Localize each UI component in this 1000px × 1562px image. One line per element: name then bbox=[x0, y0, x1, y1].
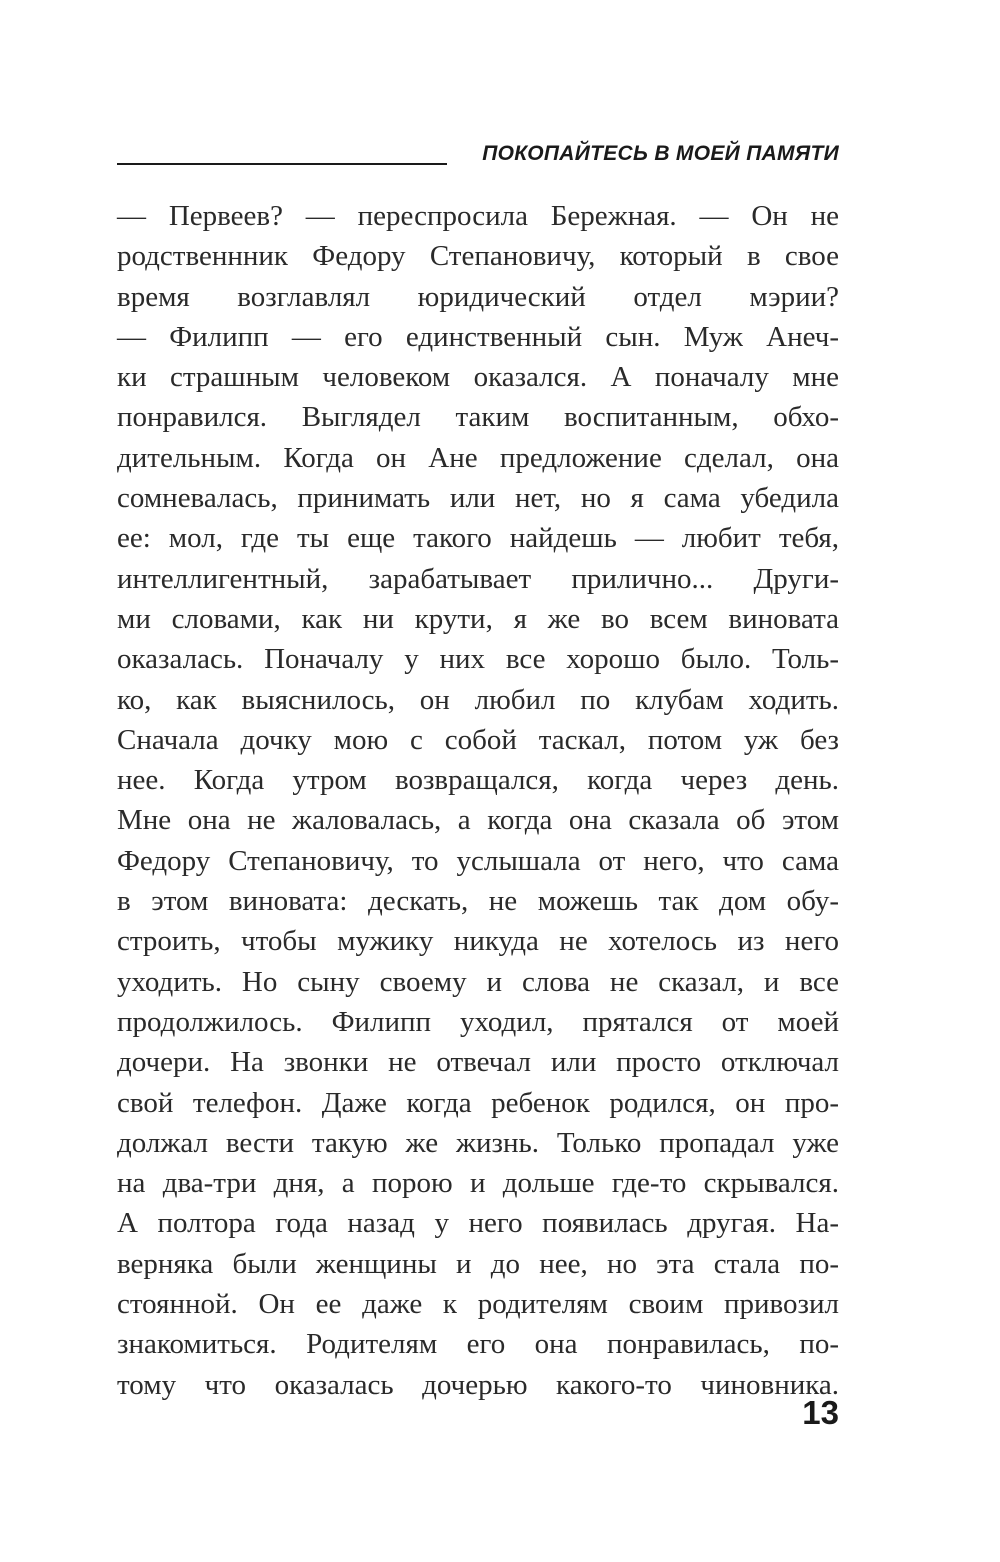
text-line: ми словами, как ни крути, я же во всем виновата bbox=[117, 602, 839, 635]
text-line: верняка были женщины и до нее, но эта стала по- bbox=[117, 1247, 839, 1280]
text-line: Федору Степановичу, то услышала от него, что сама bbox=[117, 844, 839, 877]
text-line: Мне она не жаловалась, а когда она сказала об этом bbox=[117, 804, 839, 837]
text-line: продолжилось. Филипп уходил, прятался от моей bbox=[117, 1005, 839, 1038]
text-line: родственнник Федору Степановичу, который в свое bbox=[117, 240, 839, 273]
text-line: понравился. Выглядел таким воспитанным, обхо- bbox=[117, 401, 839, 434]
text-line: А полтора года назад у него появилась другая. На- bbox=[117, 1207, 839, 1240]
text-line: дочери. На звонки не отвечал или просто отключал bbox=[117, 1046, 839, 1079]
text-line: — Филипп — его единственный сын. Муж Анеч- bbox=[117, 320, 839, 353]
text-line: интеллигентный, зарабатывает прилично... Други- bbox=[117, 562, 839, 595]
text-line: сомневалась, принимать или нет, но я сама убедила bbox=[117, 482, 839, 515]
text-line: нее. Когда утром возвращался, когда через день. bbox=[117, 764, 839, 797]
text-line: на два-три дня, а порою и дольше где-то скрывался. bbox=[117, 1167, 839, 1200]
text-line: в этом виновата: дескать, не можешь так дом обу- bbox=[117, 885, 839, 918]
text-line: ее: мол, где ты еще такого найдешь — любит тебя, bbox=[117, 522, 839, 555]
text-line: стоянной. Он ее даже к родителям своим привозил bbox=[117, 1288, 839, 1321]
running-header bbox=[117, 142, 839, 168]
text-line: Сначала дочку мою с собой таскал, потом уж без bbox=[117, 723, 839, 756]
text-line: уходить. Но сыну своему и слова не сказал, и все bbox=[117, 965, 839, 998]
body-text bbox=[117, 196, 839, 1405]
header-rule bbox=[117, 163, 447, 165]
text-line: свой телефон. Даже когда ребенок родился, он про- bbox=[117, 1086, 839, 1119]
text-line: оказалась. Поначалу у них все хорошо было. Толь- bbox=[117, 643, 839, 676]
text-line: — Первеев? — переспросила Бережная. — Он не bbox=[117, 200, 839, 232]
text-line: тому что оказалась дочерью какого-то чиновника. bbox=[117, 1368, 839, 1401]
text-line: время возглавлял юридический отдел мэрии? bbox=[117, 280, 839, 313]
text-line: ко, как выяснилось, он любил по клубам ходить. bbox=[117, 683, 839, 716]
text-line: должал вести такую же жизнь. Только пропадал уже bbox=[117, 1126, 839, 1159]
running-title: ПОКОПАЙТЕСЬ В МОЕЙ ПАМЯТИ bbox=[482, 142, 839, 165]
text-line: знакомиться. Родителям его она понравилась, по- bbox=[117, 1328, 839, 1361]
text-line: строить, чтобы мужику никуда не хотелось из него bbox=[117, 925, 839, 958]
page-number: 13 bbox=[802, 1394, 839, 1431]
text-line: ки страшным человеком оказался. А поначалу мне bbox=[117, 361, 839, 394]
text-line: дительным. Когда он Ане предложение сделал, она bbox=[117, 441, 839, 474]
